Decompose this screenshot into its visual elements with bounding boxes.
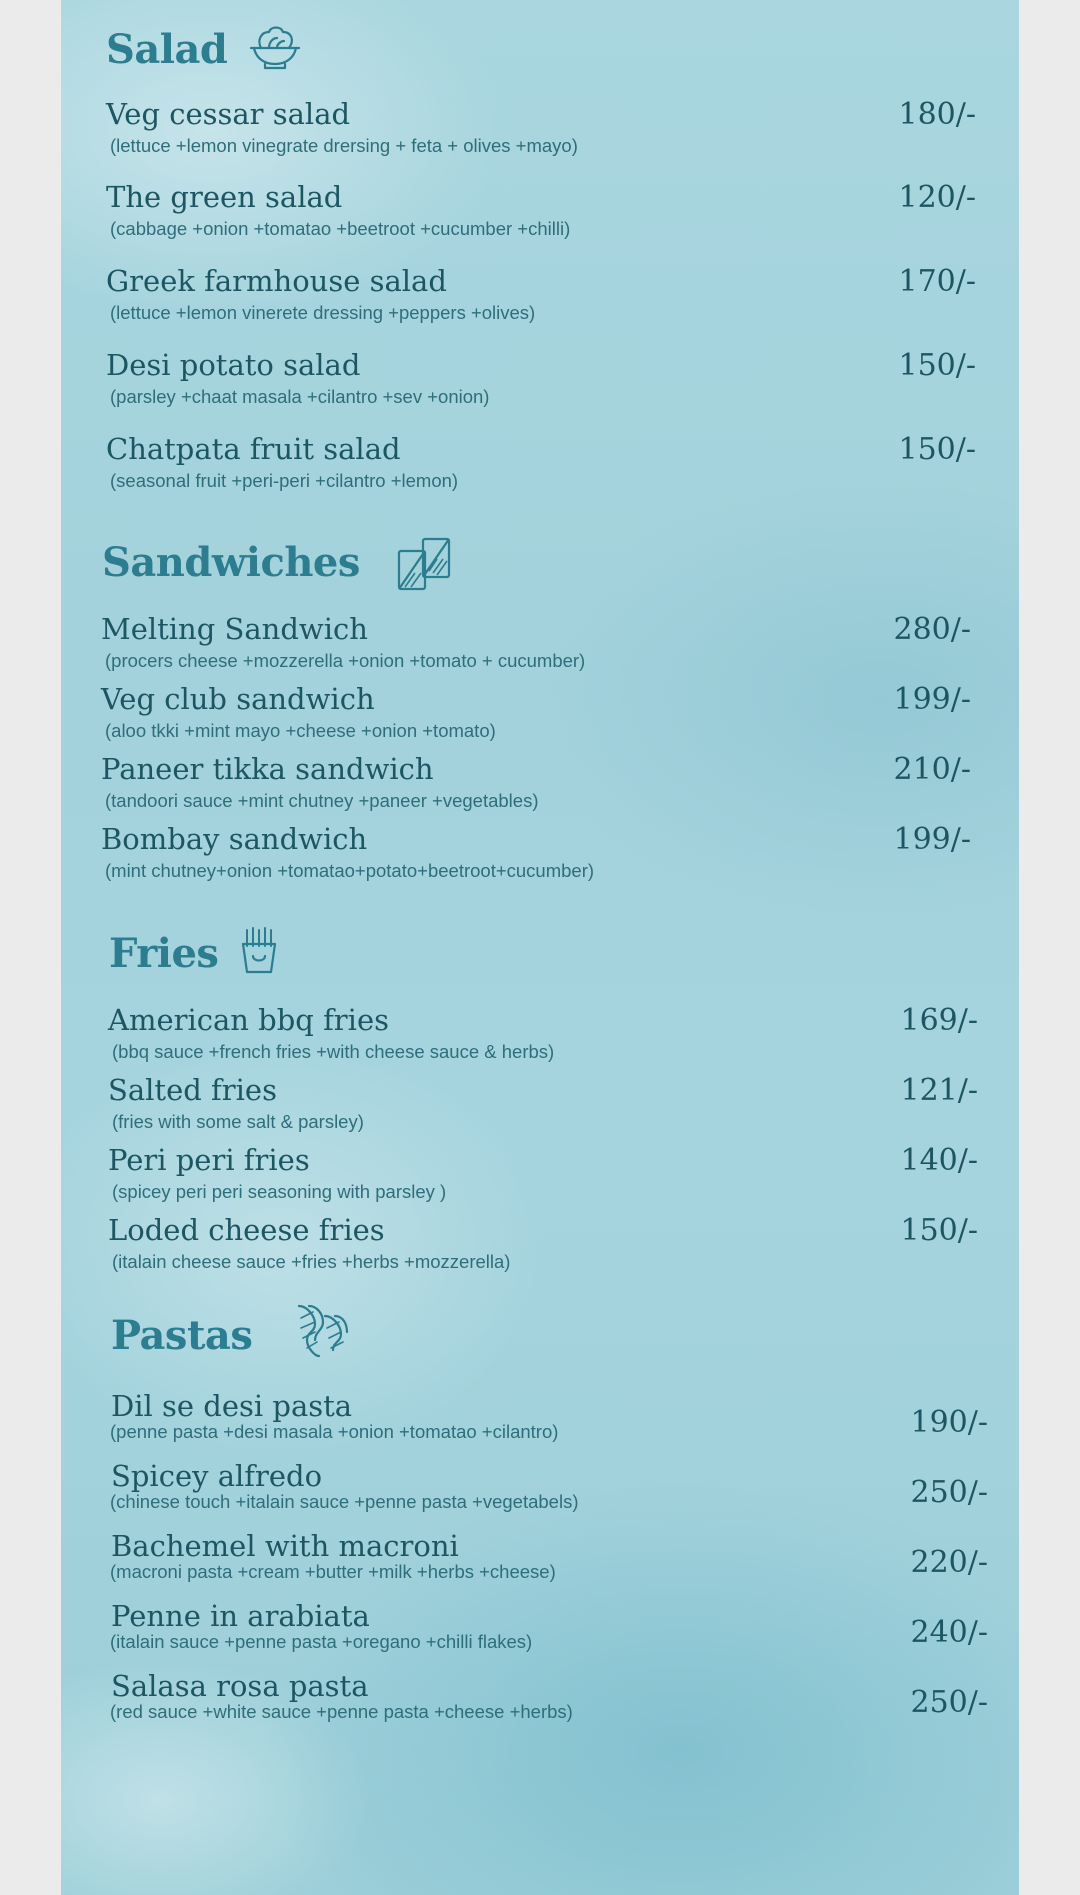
pasta-icon [293, 1302, 349, 1360]
item-description: (macroni pasta +cream +butter +milk +herbs +cheese) [110, 1561, 556, 1582]
item-name: Salted fries [108, 1073, 277, 1107]
item-name: Bombay sandwich [101, 822, 368, 856]
item-price: 150/- [898, 432, 976, 467]
item-name: Greek farmhouse salad [106, 264, 447, 298]
item-name: Penne in arabiata [111, 1599, 370, 1633]
item-description: (fries with some salt & parsley) [112, 1111, 364, 1132]
item-price: 210/- [893, 752, 971, 787]
item-description: (italain sauce +penne pasta +oregano +chilli flakes) [110, 1631, 533, 1652]
item-name: Dil se desi pasta [111, 1389, 353, 1423]
fries-icon [239, 926, 279, 974]
item-price: 199/- [893, 682, 971, 717]
item-description: (red sauce +white sauce +penne pasta +cheese +herbs) [110, 1701, 573, 1722]
section-title: Pastas [111, 1312, 253, 1359]
item-name: Peri peri fries [108, 1143, 310, 1177]
item-description: (procers cheese +mozzerella +onion +tomato + cucumber) [105, 650, 586, 671]
section-title: Salad [106, 26, 228, 73]
menu-page [61, 0, 1019, 1895]
item-name: Desi potato salad [106, 348, 361, 382]
item-price: 280/- [893, 612, 971, 647]
item-price: 180/- [898, 97, 976, 132]
item-price: 190/- [910, 1405, 988, 1440]
item-description: (lettuce +lemon vinerete dressing +peppers +olives) [110, 302, 536, 323]
item-name: Bachemel with macroni [111, 1529, 459, 1563]
item-description: (penne pasta +desi masala +onion +tomatao +cilantro) [110, 1421, 559, 1442]
item-price: 150/- [900, 1213, 978, 1248]
item-name: The green salad [106, 180, 343, 214]
item-name: Spicey alfredo [111, 1459, 323, 1493]
item-name: Veg cessar salad [106, 97, 351, 131]
item-price: 170/- [898, 264, 976, 299]
item-name: Melting Sandwich [101, 612, 368, 646]
item-description: (lettuce +lemon vinegrate drersing + feta + olives +mayo) [110, 135, 578, 156]
item-price: 250/- [910, 1685, 988, 1720]
item-description: (seasonal fruit +peri-peri +cilantro +lemon) [110, 470, 459, 491]
item-price: 220/- [910, 1545, 988, 1580]
item-description: (mint chutney+onion +tomatao+potato+beetroot+cucumber) [105, 860, 595, 881]
item-price: 169/- [900, 1003, 978, 1038]
item-price: 250/- [910, 1475, 988, 1510]
item-description: (parsley +chaat masala +cilantro +sev +onion) [110, 386, 490, 407]
section-header-sandwiches [102, 539, 360, 586]
item-name: Chatpata fruit salad [106, 432, 401, 466]
section-header-salad [106, 26, 227, 73]
item-description: (chinese touch +italain sauce +penne pasta +vegetabels) [110, 1491, 579, 1512]
item-price: 199/- [893, 822, 971, 857]
item-description: (aloo tkki +mint mayo +cheese +onion +tomato) [105, 720, 496, 741]
section-title: Sandwiches [102, 539, 360, 586]
section-header-fries [109, 930, 218, 977]
item-price: 120/- [898, 180, 976, 215]
item-name: Loded cheese fries [108, 1213, 385, 1247]
item-description: (cabbage +onion +tomatao +beetroot +cucumber +chilli) [110, 218, 571, 239]
section-header-pastas [111, 1312, 252, 1359]
item-name: Salasa rosa pasta [111, 1669, 369, 1703]
item-description: (bbq sauce +french fries +with cheese sauce & herbs) [112, 1041, 555, 1062]
item-price: 140/- [900, 1143, 978, 1178]
sandwich-icon [395, 535, 453, 593]
item-price: 240/- [910, 1615, 988, 1650]
item-price: 121/- [900, 1073, 978, 1108]
item-name: Paneer tikka sandwich [101, 752, 434, 786]
item-description: (italain cheese sauce +fries +herbs +mozzerella) [112, 1251, 511, 1272]
item-name: American bbq fries [108, 1003, 389, 1037]
item-description: (spicey peri peri seasoning with parsley ) [112, 1181, 447, 1202]
section-title: Fries [109, 930, 219, 977]
item-description: (tandoori sauce +mint chutney +paneer +vegetables) [105, 790, 539, 811]
salad-bowl-icon [247, 22, 303, 70]
item-price: 150/- [898, 348, 976, 383]
item-name: Veg club sandwich [101, 682, 375, 716]
